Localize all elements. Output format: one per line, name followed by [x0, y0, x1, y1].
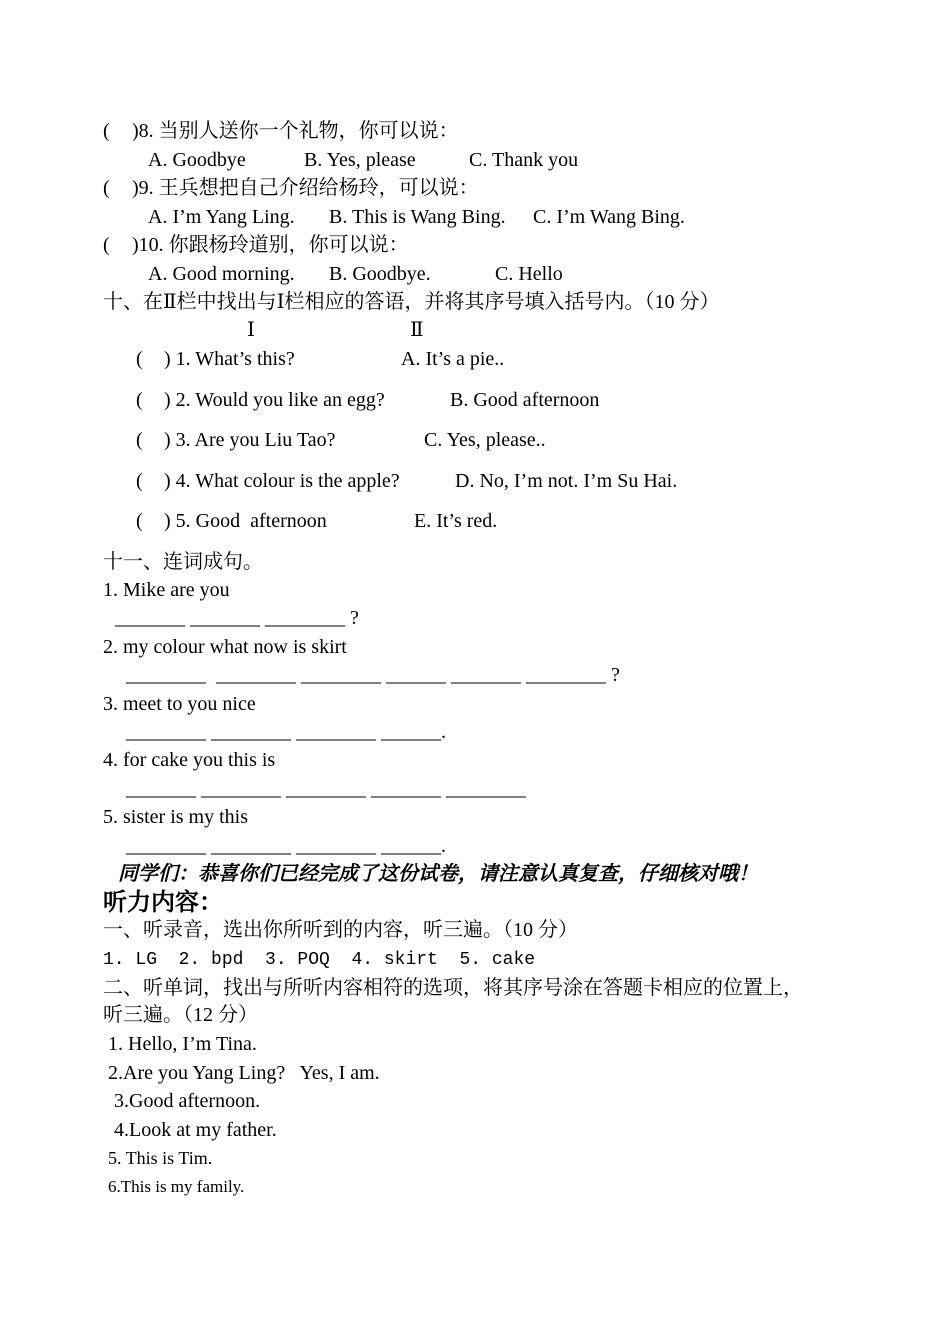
- listening-part-1-heading: 一、听录音，选出你所听到的内容，听三遍。（10 分）: [103, 919, 578, 941]
- match-row-4-paren: (: [136, 470, 143, 492]
- listening-line-3: 3.Good afternoon.: [114, 1090, 261, 1112]
- reorder-item-4-words: 4. for cake you this is: [103, 749, 276, 771]
- listening-title: 听力内容：: [103, 890, 223, 916]
- q8-option-a: A. Goodbye: [148, 149, 246, 171]
- q9-option-a: A. I’m Yang Ling.: [148, 206, 295, 228]
- q10-stem: )10. 你跟杨玲道别，你可以说：: [132, 234, 409, 256]
- match-row-1-question: ) 1. What’s this?: [164, 348, 295, 370]
- q9-option-b: B. This is Wang Bing.: [329, 206, 506, 228]
- q8-option-c: C. Thank you: [469, 149, 579, 171]
- q8-stem: )8. 当别人送你一个礼物，你可以说：: [132, 120, 459, 142]
- match-row-5-answer: E. It’s red.: [414, 510, 498, 532]
- q9-option-c: C. I’m Wang Bing.: [533, 206, 685, 228]
- reorder-item-1-words: 1. Mike are you: [103, 579, 230, 601]
- match-row-2-answer: B. Good afternoon: [450, 389, 600, 411]
- q9-stem: )9. 王兵想把自己介绍给杨玲，可以说：: [132, 177, 479, 199]
- match-row-1-answer: A. It’s a pie..: [401, 348, 505, 370]
- match-row-3-answer: C. Yes, please..: [424, 429, 546, 451]
- listening-line-2: 2.Are you Yang Ling? Yes, I am.: [108, 1062, 380, 1084]
- reorder-item-3-words: 3. meet to you nice: [103, 693, 256, 715]
- match-row-3-paren: (: [136, 429, 143, 451]
- q10-option-b: B. Goodbye.: [329, 263, 431, 285]
- section-11-heading: 十一、连词成句。: [103, 551, 263, 573]
- q9-paren: (: [103, 177, 110, 199]
- match-row-4-answer: D. No, I’m not. I’m Su Hai.: [455, 470, 678, 492]
- reorder-item-1-blanks: _______ _______ ________ ?: [115, 607, 359, 629]
- reorder-item-5-blanks: ________ ________ ________ ______.: [126, 835, 446, 857]
- match-row-5-question: ) 5. Good afternoon: [164, 510, 327, 532]
- q8-paren: (: [103, 120, 110, 142]
- reorder-item-2-words: 2. my colour what now is skirt: [103, 636, 347, 658]
- column-2-label: Ⅱ: [410, 319, 424, 341]
- reorder-item-5-words: 5. sister is my this: [103, 806, 249, 828]
- listening-line-4: 4.Look at my father.: [114, 1119, 277, 1141]
- listening-part-2-heading-line-1: 二、听单词，找出与所听内容相符的选项，将其序号涂在答题卡相应的位置上，: [103, 977, 803, 999]
- reorder-item-4-blanks: _______ ________ ________ _______ ________: [126, 778, 526, 800]
- q10-option-a: A. Good morning.: [148, 263, 295, 285]
- match-row-5-paren: (: [136, 510, 143, 532]
- match-row-1-paren: (: [136, 348, 143, 370]
- reorder-item-2-blanks: ________ ________ ________ ______ _______ ________ ?: [126, 664, 620, 686]
- listening-line-6: 6.This is my family.: [108, 1177, 245, 1196]
- section-10-heading: 十、在Ⅱ栏中找出与Ⅰ栏相应的答语，并将其序号填入括号内。（10 分）: [103, 291, 720, 313]
- column-1-label: Ⅰ: [247, 319, 255, 341]
- listening-part-1-content: 1. LG 2. bpd 3. POQ 4. skirt 5. cake: [103, 950, 536, 970]
- match-row-4-question: ) 4. What colour is the apple?: [164, 470, 400, 492]
- listening-line-5: 5. This is Tim.: [108, 1148, 213, 1168]
- match-row-2-question: ) 2. Would you like an egg?: [164, 389, 385, 411]
- listening-part-2-heading-line-2: 听三遍。（12 分）: [103, 1004, 258, 1026]
- match-row-2-paren: (: [136, 389, 143, 411]
- listening-line-1: 1. Hello, I’m Tina.: [108, 1033, 257, 1055]
- reorder-item-3-blanks: ________ ________ ________ ______.: [126, 721, 446, 743]
- q10-option-c: C. Hello: [495, 263, 563, 285]
- match-row-3-question: ) 3. Are you Liu Tao?: [164, 429, 336, 451]
- q8-option-b: B. Yes, please: [304, 149, 416, 171]
- closing-note: 同学们：恭喜你们已经完成了这份试卷，请注意认真复查，仔细核对哦！: [118, 863, 758, 885]
- q10-paren: (: [103, 234, 110, 256]
